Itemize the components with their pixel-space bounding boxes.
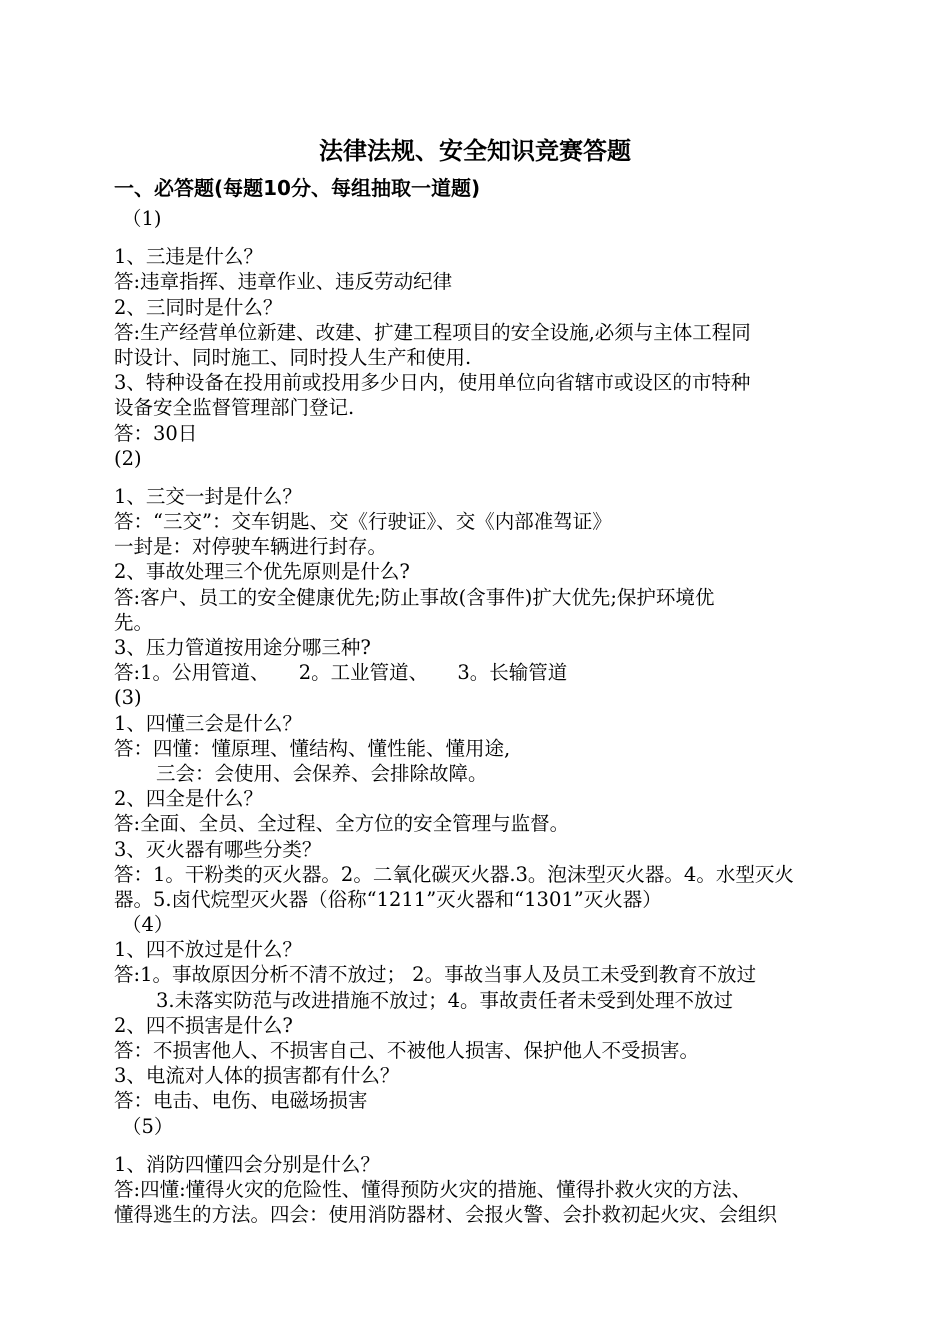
question-line: 1、四懂三会是什么？ xyxy=(114,711,302,735)
answer-line: 答：1。干粉类的灭火器。2。二氧化碳灭火器.3。泡沫型灭火器。4。水型灭火 xyxy=(114,862,794,886)
answer-line: 三会：会使用、会保养、会排除故障。 xyxy=(156,761,488,785)
question-line: 1、四不放过是什么？ xyxy=(114,938,302,962)
group-label: （5） xyxy=(122,1114,174,1138)
document-body xyxy=(114,206,844,1227)
question-line: 3、电流对人体的损害都有什么？ xyxy=(114,1064,400,1088)
answer-line: 答：四懂：懂原理、懂结构、懂性能、懂用途, xyxy=(114,736,511,760)
question-line: 2、四全是什么？ xyxy=(114,787,263,811)
answer-line: 答:生产经营单位新建、改建、扩建工程项目的安全设施,必须与主体工程同 xyxy=(114,320,751,344)
question-line: 2、三同时是什么？ xyxy=(114,295,283,319)
document-title: 法律法规、安全知识竞赛答题 xyxy=(319,137,631,165)
answer-line: 答:1。公用管道、 2。工业管道、 3。长输管道 xyxy=(114,661,568,685)
question-line: 设备安全监督管理部门登记. xyxy=(114,396,355,420)
question-line: 3、特种设备在投用前或投用多少日内，使用单位向省辖市或设区的市特种 xyxy=(114,371,751,395)
question-line: 2、四不损害是什么? xyxy=(114,1013,293,1037)
question-line: 3、灭火器有哪些分类？ xyxy=(114,837,322,861)
answer-line: 答：30日 xyxy=(114,421,198,445)
answer-line: 先。 xyxy=(114,610,154,634)
answer-line: 答:全面、全员、全过程、全方位的安全管理与监督。 xyxy=(114,812,570,836)
question-line: 1、三违是什么？ xyxy=(114,245,263,269)
answer-line: 答:1。事故原因分析不清不放过； 2。事故当事人及员工未受到教育不放过 xyxy=(114,963,757,987)
question-line: 3、压力管道按用途分哪三种? xyxy=(114,636,371,659)
answer-line: 时设计、同时施工、同时投人生产和使用. xyxy=(114,345,472,369)
group-label: （1) xyxy=(122,207,162,230)
answer-line: 答:客户、员工的安全健康优先;防止事故(含事件)扩大优先;保护环境优 xyxy=(114,585,715,609)
answer-line: 器。5.卤代烷型灭火器（俗称“1211”灭火器和“1301”灭火器） xyxy=(114,887,662,911)
answer-line: 懂得逃生的方法。四会：使用消防器材、会报火警、会扑救初起火灾、会组织 xyxy=(114,1203,778,1227)
answer-line: 3.未落实防范与改进措施不放过；4。事故责任者未受到处理不放过 xyxy=(156,988,734,1012)
answer-line: 一封是：对停驶车辆进行封存。 xyxy=(114,535,388,559)
answer-line: 答:四懂:懂得火灾的危险性、懂得预防火灾的措施、懂得扑救火灾的方法、 xyxy=(114,1177,752,1201)
group-label: （4） xyxy=(122,913,174,937)
section-heading: 一、必答题(每题10分、每组抽取一道题) xyxy=(114,176,481,200)
answer-line: 答：电击、电伤、电磁场损害 xyxy=(114,1089,368,1113)
answer-line: 答：“三交”：交车钥匙、交《行驶证》、交《内部准驾证》 xyxy=(114,510,612,534)
group-label: (2) xyxy=(114,446,142,470)
answer-line: 答：不损害他人、不损害自己、不被他人损害、保护他人不受损害。 xyxy=(114,1039,700,1062)
group-label: (3) xyxy=(114,686,142,710)
question-line: 1、消防四懂四会分别是什么？ xyxy=(114,1152,380,1176)
question-line: 1、三交一封是什么？ xyxy=(114,484,302,508)
answer-line: 答:违章指挥、违章作业、违反劳动纪律 xyxy=(114,270,453,294)
question-line: 2、事故处理三个优先原则是什么? xyxy=(114,560,410,584)
